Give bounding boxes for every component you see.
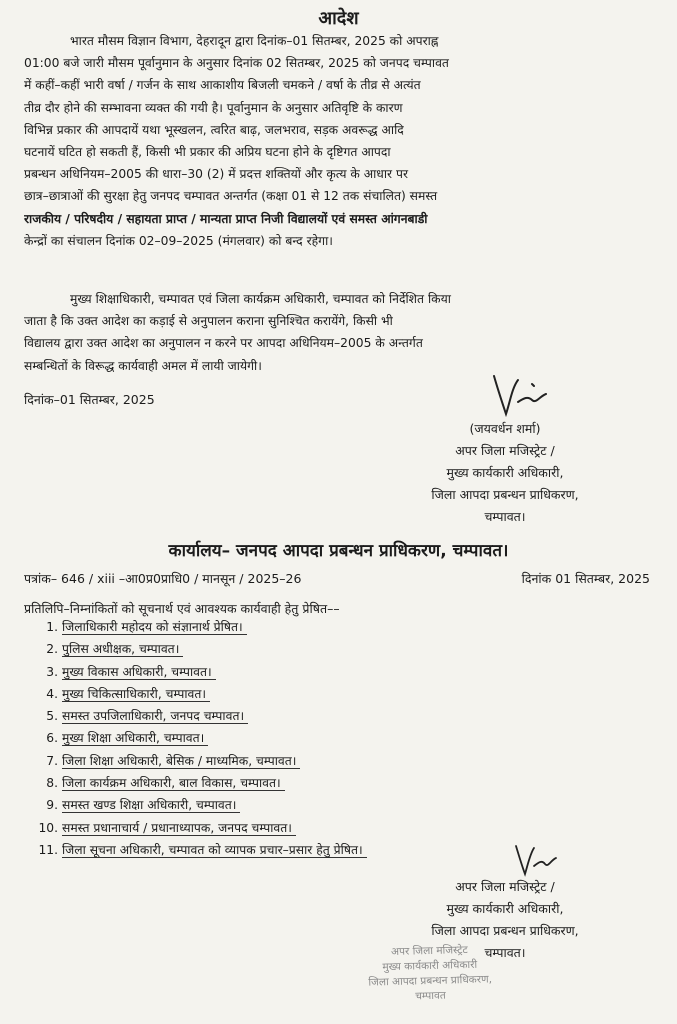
official-stamp [329,941,531,1006]
signatory-designation: चम्पावत। [484,509,526,524]
signatory-designation: चम्पावत। [484,945,526,960]
order-title: आदेश [318,8,359,29]
signatory-designation: जिला आपदा प्रबन्धन प्राधिकरण, [431,923,579,938]
list-item: 1. जिलाधिकारी महोदय को संज्ञानार्थ प्रेषित। [32,616,367,638]
order-line: 01:00 बजे जारी मौसम पूर्वानुमान के अनुसार दिनांक 02 सितम्बर, 2025 को जनपद चम्पावत [24,56,449,71]
order-line: जाता है कि उक्त आदेश का कड़ाई से अनुपालन कराना सुनिश्चित करायेंगे, किसी भी [24,314,393,329]
letter-number: पत्रांक– 646 / xiii –आ0प्र0प्राधि0 / मानसून / 2025–26 [24,571,302,586]
list-item: 3. मुख्य विकास अधिकारी, चम्पावत। [32,661,367,683]
order-line: विद्यालय द्वारा उक्त आदेश का अनुपालन न करने पर आपदा अधिनियम–2005 के अन्तर्गत [24,336,423,351]
office-heading: कार्यालय– जनपद आपदा प्रबन्धन प्राधिकरण, चम्पावत। [168,541,509,561]
order-paragraph-1 [24,30,650,252]
order-line: विभिन्न प्रकार की आपदायें यथा भूस्खलन, त्वरित बाढ़, जलभराव, सड़क अवरूद्ध आदि [24,122,404,137]
reference-row [24,570,650,587]
order-line: तीव्र दौर होने की सम्भावना व्यक्त की गयी है। पूर्वानुमान के अनुसार अतिवृष्टि के कारण [24,100,403,115]
recipient-list [32,616,367,861]
order-line: घटनायें घटित हो सकती हैं, किसी भी प्रकार की अप्रिय घटना होने के दृष्टिगत आपदा [24,145,391,160]
order-line: प्रबन्धन अधिनियम–2005 की धारा–30 (2) में प्रदत्त शक्तियों और कृत्य के आधार पर [24,167,408,182]
stamp-line: चम्पावत [415,989,446,1003]
list-item: 8. जिला कार्यक्रम अधिकारी, बाल विकास, चम्पावत। [32,772,367,794]
list-item: 5. समस्त उपजिलाधिकारी, जनपद चम्पावत। [32,705,367,727]
copy-to-heading: प्रतिलिपि–निम्नांकितों को सूचनार्थ एवं आवश्यक कार्यवाही हेतु प्रेषित–– [24,601,340,616]
stamp-line: मुख्य कार्यकारी अधिकारी [382,958,478,974]
list-item: 7. जिला शिक्षा अधिकारी, बेसिक / माध्यमिक, चम्पावत। [32,750,367,772]
signatory-block-1 [380,418,630,528]
signatory-name: (जयवर्धन शर्मा) [469,421,541,436]
order-line: भारत मौसम विज्ञान विभाग, देहरादून द्वारा दिनांक–01 सितम्बर, 2025 को अपराह्न [70,34,439,48]
list-item: 9. समस्त खण्ड शिक्षा अधिकारी, चम्पावत। [32,794,367,816]
list-item: 11. जिला सूचना अधिकारी, चम्पावत को व्यापक प्रचार–प्रसार हेतु प्रेषित। [32,839,367,861]
signatory-designation: अपर जिला मजिस्ट्रेट / [455,443,555,458]
list-item: 10. समस्त प्रधानाचार्य / प्रधानाध्यापक, जनपद चम्पावत। [32,817,367,839]
list-item: 6. मुख्य शिक्षा अधिकारी, चम्पावत। [32,727,367,749]
signatory-designation: मुख्य कार्यकारी अधिकारी, [446,901,564,916]
stamp-line: अपर जिला मजिस्ट्रेट [390,944,468,959]
order-line: राजकीय / परिषदीय / सहायता प्राप्त / मान्यता प्राप्त निजी विद्यालयों एवं समस्त आंगनबाडी [24,211,428,226]
signatory-designation: जिला आपदा प्रबन्धन प्राधिकरण, [431,487,579,502]
order-line: छात्र–छात्राओं की सुरक्षा हेतु जनपद चम्पावत अन्तर्गत (कक्षा 01 से 12 तक संचालित) समस्त [24,189,438,204]
order-paragraph-2 [24,288,650,377]
list-item: 4. मुख्य चिकित्साधिकारी, चम्पावत। [32,683,367,705]
list-item: 2. पुलिस अधीक्षक, चम्पावत। [32,638,367,660]
signature-mark [488,372,558,422]
letter-date: दिनांक 01 सितम्बर, 2025 [521,571,650,586]
signatory-designation: मुख्य कार्यकारी अधिकारी, [446,465,564,480]
order-date: दिनांक–01 सितम्बर, 2025 [24,392,155,407]
order-line: में कहीं–कहीं भारी वर्षा / गर्जन के साथ आकाशीय बिजली चमकने / वर्षा के तीव्र से अत्यंत [24,78,421,93]
order-line: सम्बन्धितों के विरूद्ध कार्यवाही अमल में लायी जायेगी। [24,358,262,373]
order-line: मुख्य शिक्षाधिकारी, चम्पावत एवं जिला कार्यक्रम अधिकारी, चम्पावत को निर्देशित किया [70,292,451,306]
stamp-line: जिला आपदा प्रबन्धन प्राधिकरण, [368,973,493,989]
order-line: केन्द्रों का संचालन दिनांक 02–09–2025 (मंगलवार) को बन्द रहेगा। [24,233,333,248]
signatory-designation: अपर जिला मजिस्ट्रेट / [455,879,555,894]
signature-mark [512,842,562,878]
